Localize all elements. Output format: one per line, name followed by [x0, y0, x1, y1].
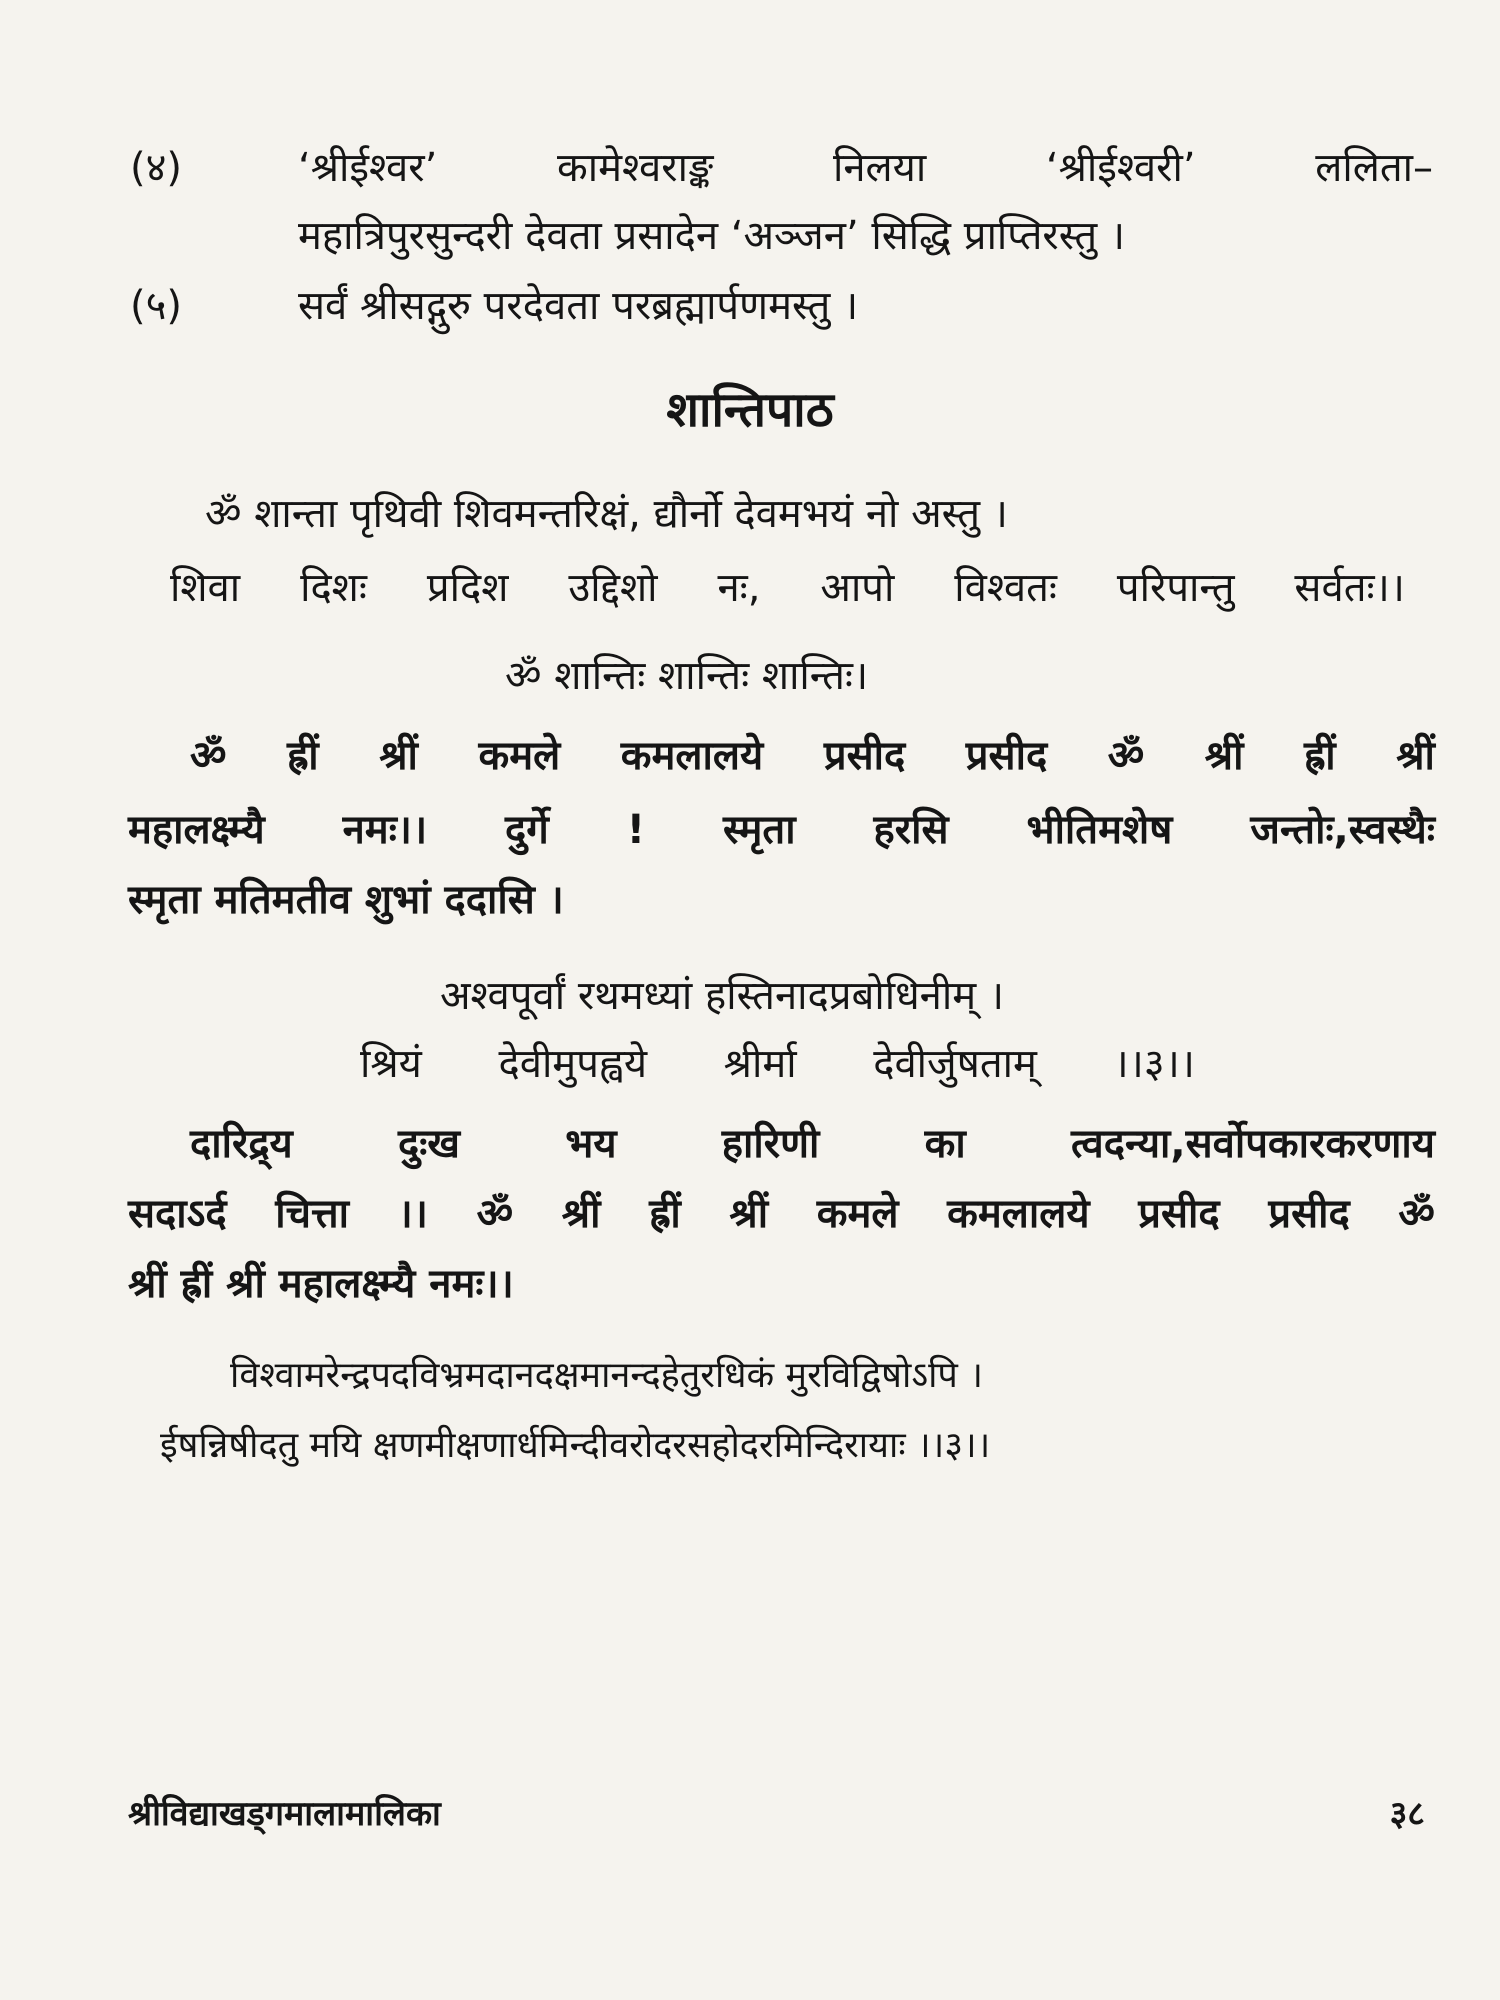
word: कमले	[816, 1191, 899, 1237]
word: परिपान्तु	[1116, 565, 1235, 611]
word: भीतिमशेष	[1026, 807, 1173, 853]
word: ‘श्रीईश्वर’	[298, 145, 438, 191]
item-5-line1: सर्वं श्रीसद्गुरु परदेवता परब्रह्मार्पणमस्तु ।	[298, 283, 859, 329]
word: नः,	[717, 565, 761, 611]
word: निलया	[832, 145, 927, 191]
word: सर्वतः।।	[1294, 565, 1405, 611]
word: सदाऽर्द	[128, 1191, 227, 1237]
word: दुर्गे	[505, 807, 549, 853]
word: श्रीं	[729, 1191, 769, 1237]
footer-title: श्रीविद्याखड्गमालामालिका	[128, 1794, 441, 1834]
word: प्रसीद	[965, 733, 1048, 779]
word: उद्दिशो	[568, 565, 658, 611]
word: हारिणी	[721, 1121, 820, 1167]
word: श्रीं	[379, 733, 418, 779]
word: कामेश्वराङ्क	[557, 145, 714, 191]
verse1-line1: अश्वपूर्वां रथमध्यां हस्तिनादप्रबोधिनीम् ।	[440, 973, 1005, 1019]
word: प्रसीद	[823, 733, 906, 779]
shanti-line1: ॐ शान्ता पृथिवी शिवमन्तरिक्षं, द्यौर्नो देवमभयं नो अस्तु ।	[205, 491, 1008, 537]
word: प्रदिश	[426, 565, 509, 611]
para2-line3: श्रीं ह्रीं श्रीं महालक्ष्म्यै नमः।।	[128, 1261, 514, 1307]
verse1-line2	[360, 1036, 1195, 1092]
word: दुःख	[397, 1121, 461, 1167]
word: श्रीं	[561, 1191, 601, 1237]
word: देवीमुपह्वये	[498, 1041, 648, 1087]
word: श्रियं	[360, 1041, 422, 1087]
word: ॐ	[1398, 1191, 1435, 1237]
word: श्रीं	[1204, 733, 1244, 779]
word: ह्रीं	[1304, 733, 1336, 779]
word: प्रसीद	[1268, 1191, 1350, 1237]
word: दिशः	[300, 565, 367, 611]
word: कमले	[478, 733, 561, 779]
word: चित्ता	[275, 1191, 349, 1237]
word: कमलालये	[620, 733, 764, 779]
item-4-line1	[298, 140, 1433, 196]
word: ॐ	[190, 733, 227, 779]
shanti-line2	[170, 560, 1405, 616]
item-4-line2: महात्रिपुरसुन्दरी देवता प्रसादेन ‘अञ्जन’ सिद्धि प्राप्तिरस्तु ।	[298, 213, 1125, 259]
para1-line2	[128, 802, 1435, 858]
verse2-line1: विश्वामरेन्द्रपदविभ्रमदानदक्षमानन्दहेतुरधिकं मुरविद्विषोऽपि ।	[230, 1355, 983, 1396]
word: कमलालये	[947, 1191, 1090, 1237]
word: दारिद्र्य	[190, 1121, 293, 1167]
word: ‘श्रीईश्वरी’	[1045, 145, 1196, 191]
word: ह्रीं	[287, 733, 319, 779]
item-4-number: (४)	[130, 145, 183, 191]
para1-line3: स्मृता मतिमतीव शुभां ददासि ।	[128, 877, 564, 923]
item-5-number: (५)	[130, 283, 183, 329]
word: ॐ	[1107, 733, 1145, 779]
shanti-line3: ॐ शान्तिः शान्तिः शान्तिः।	[505, 653, 869, 699]
word: ललिता–	[1315, 145, 1433, 191]
word: नमः।।	[342, 807, 428, 853]
word: महालक्ष्म्यै	[128, 807, 265, 853]
word: त्वदन्या,सर्वोपकारकरणाय	[1070, 1121, 1435, 1167]
word: ।।३।।	[1113, 1041, 1195, 1087]
word: शिवा	[170, 565, 241, 611]
word: भय	[565, 1121, 617, 1167]
word: देवीर्जुषताम्	[873, 1041, 1037, 1087]
section-heading: शान्तिपाठ	[666, 382, 834, 438]
word: हरसि	[873, 807, 949, 853]
word: ह्रीं	[649, 1191, 681, 1237]
word: प्रसीद	[1138, 1191, 1220, 1237]
word: ॐ	[476, 1191, 514, 1237]
para2-line2	[128, 1186, 1435, 1242]
word: ।।	[397, 1191, 428, 1237]
word: !	[626, 807, 645, 853]
word: आपो	[820, 565, 895, 611]
word: जन्तोः,स्वस्थैः	[1250, 807, 1435, 853]
word: श्रीर्मा	[723, 1041, 797, 1087]
word: स्मृता	[722, 807, 796, 853]
word: का	[924, 1121, 966, 1167]
page-number: ३८	[1389, 1794, 1425, 1834]
word: विश्वतः	[954, 565, 1057, 611]
verse2-line2: ईषन्निषीदतु मयि क्षणमीक्षणार्धमिन्दीवरोदरसहोदरमिन्दिरायाः ।।३।।	[160, 1425, 991, 1466]
para2-line1	[190, 1116, 1435, 1172]
para1-line1	[190, 728, 1435, 784]
word: श्रीं	[1396, 733, 1435, 779]
